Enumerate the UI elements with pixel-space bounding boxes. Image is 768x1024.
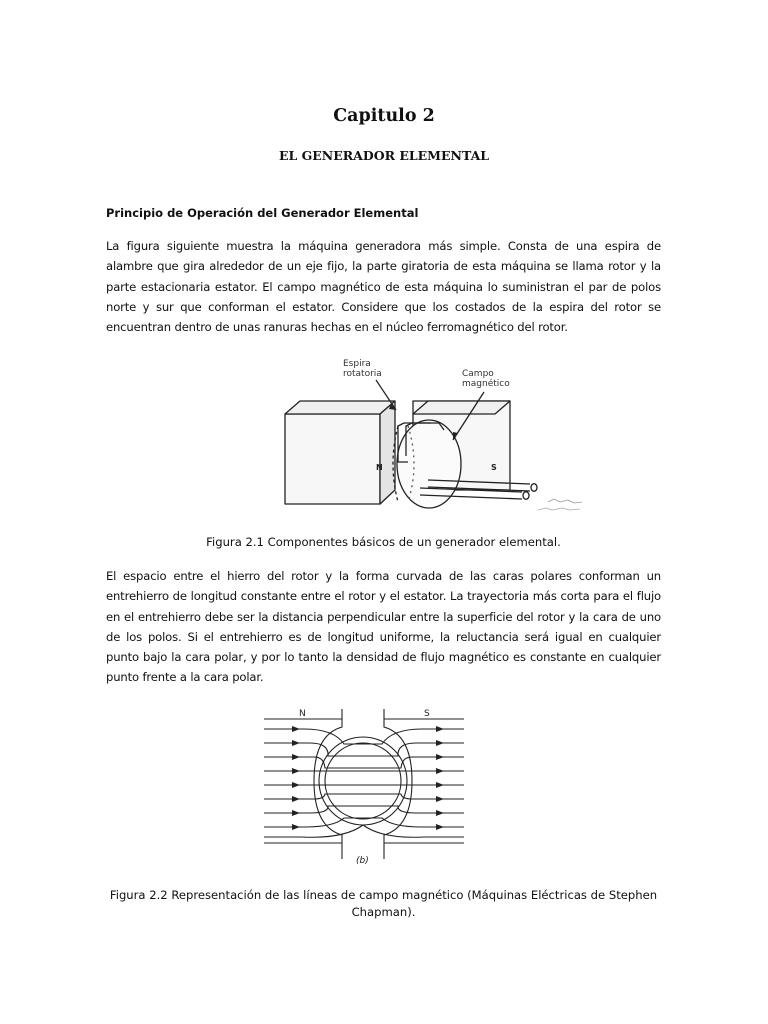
label-field-line2: magnético — [462, 379, 510, 389]
field-arrow-icon — [292, 782, 300, 788]
figure1-caption: Figura 2.1 Componentes básicos de un generador elemental. — [206, 535, 561, 549]
label-field-line1: Campo — [462, 369, 494, 379]
label-loop-line1: Espira — [343, 359, 371, 369]
subheading: Principio de Operación del Generador Elemental — [106, 206, 419, 220]
figure2-caption: Figura 2.2 Representación de las líneas de campo magnético (Máquinas Eléctricas de Stephen Chapman). — [109, 888, 658, 919]
paragraph-air-gap: El espacio entre el hierro del rotor y la forma curvada de las caras polares conforman un entrehierro de longitud constante entre el rotor y el estator. La trayectoria más corta para el flujo en el entrehierro debe ser la distancia perpendicular entre la superficie del rotor y la cara de uno de los polos. Si el entrehierro es de longitud uniforme, la reluctancia será igual en cualquier punto bajo la cara polar, y por lo tanto la densidad de flujo magnético es constante en cualquier punto frente a la cara polar. — [106, 569, 661, 685]
field-arrow-icon — [436, 810, 444, 816]
figure-generator-components — [248, 352, 598, 520]
field-arrow-icon — [292, 810, 300, 816]
field-arrow-icon — [436, 824, 444, 830]
label-south-pole: S — [491, 463, 497, 472]
field-arrow-icon — [436, 768, 444, 774]
label-north-pole: N — [376, 463, 383, 472]
field-arrow-icon — [436, 782, 444, 788]
label-north-pole: N — [299, 709, 306, 719]
chapter-title: Capitulo 2 — [333, 106, 435, 126]
field-arrow-icon — [292, 754, 300, 760]
label-loop-line2: rotatoria — [343, 369, 382, 379]
field-arrow-icon — [292, 824, 300, 830]
field-arrow-icon — [292, 768, 300, 774]
field-arrow-icon — [436, 754, 444, 760]
field-arrow-icon — [436, 740, 444, 746]
field-arrow-icon — [292, 726, 300, 732]
label-part-b: (b) — [356, 856, 369, 866]
field-arrow-icon — [292, 740, 300, 746]
paragraph-intro: La figura siguiente muestra la máquina generadora más simple. Consta de una espira de alambre que gira alrededor de un eje fijo, la parte giratoria de esta máquina se llama rotor y la parte estacionaria estator. El campo magnético de esta máquina lo suministran el par de polos norte y sur que conforman el estator. Considere que los costados de la espira del rotor se encuentran dentro de unas ranuras hechas en el núcleo ferromagnético del rotor. — [106, 239, 661, 335]
figure-field-lines — [244, 699, 480, 871]
label-south-pole: S — [424, 709, 430, 719]
field-arrow-icon — [292, 796, 300, 802]
section-title: EL GENERADOR ELEMENTAL — [278, 148, 490, 163]
field-arrow-icon — [436, 726, 444, 732]
field-arrow-icon — [436, 796, 444, 802]
